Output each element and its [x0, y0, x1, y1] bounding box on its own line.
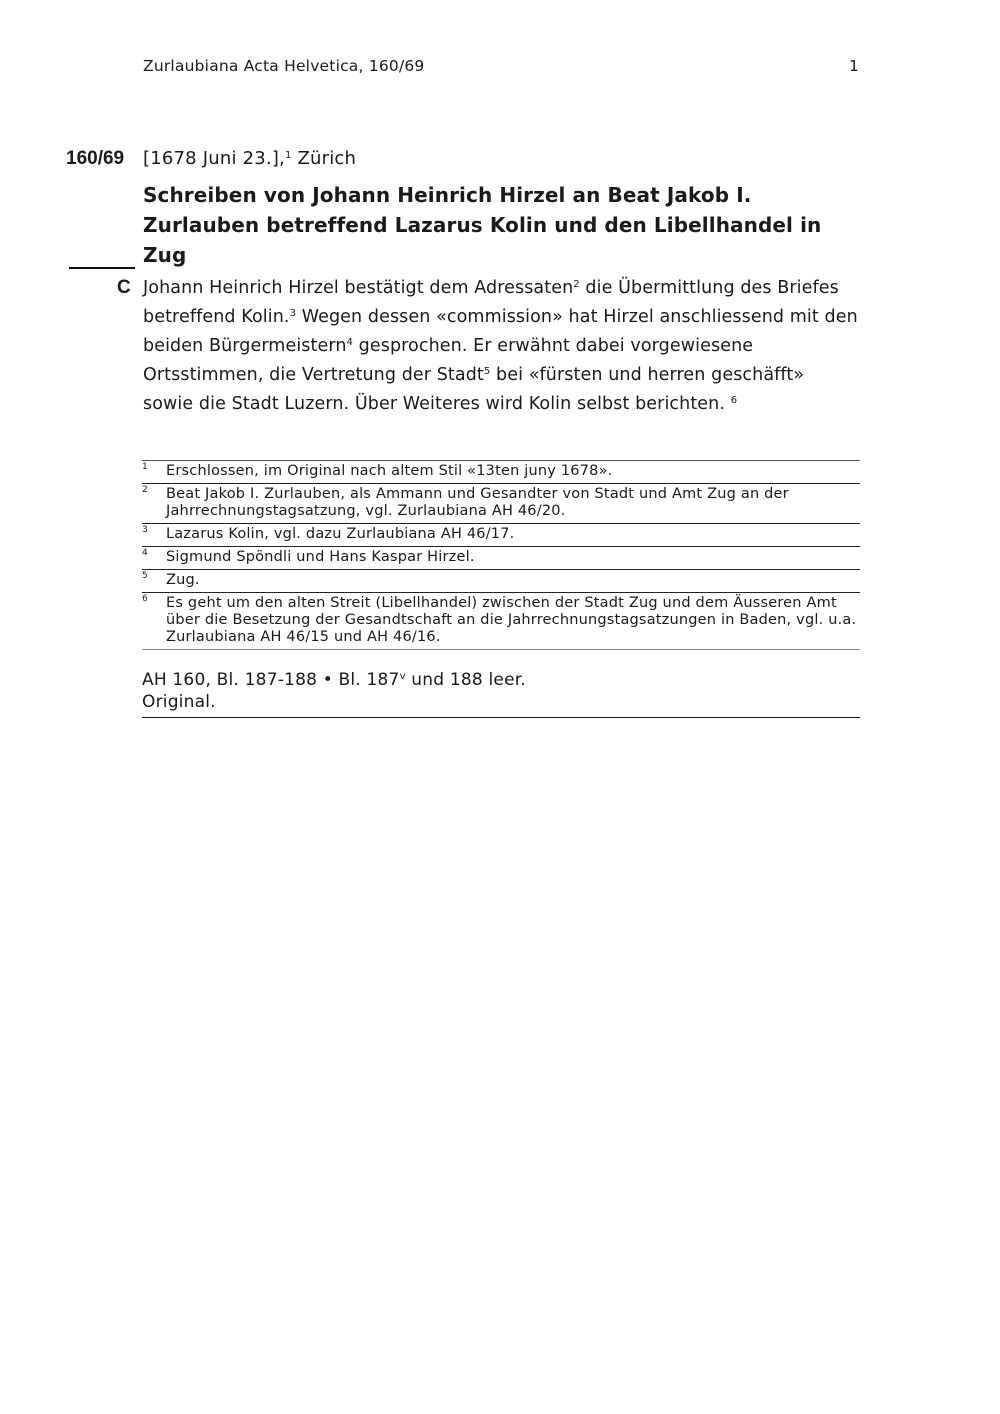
- running-header: [143, 57, 859, 79]
- summary-text: gesprochen. Er erwähnt dabei vorgewiesene Ortsstimmen, die Vertretung der Stadt: [143, 336, 754, 385]
- summary-text: Wegen dessen «commission» hat Hirzel anschliessend mit den beiden Bürgermeistern: [143, 307, 858, 356]
- source-note: und 188 leer.: [405, 670, 526, 690]
- footnote-list: [142, 460, 860, 650]
- footnote-item: [142, 547, 860, 570]
- document-number: [66, 148, 124, 170]
- footnote-number: 5: [142, 571, 148, 581]
- footnote-ref[interactable]: 6: [730, 395, 738, 406]
- footnote-number: 3: [142, 525, 148, 535]
- footnote-text: Lazarus Kolin, vgl. dazu Zurlaubiana AH 46/17.: [166, 526, 515, 542]
- footnote-ref[interactable]: 5: [483, 366, 491, 377]
- footnote-text: Beat Jakob I. Zurlauben, als Ammann und Gesandter von Stadt und Amt Zug an der Jahrrechnungstagsatzung, vgl. Zurlaubiana AH 46/20.: [166, 486, 789, 519]
- footnote-text: Sigmund Spöndli und Hans Kaspar Hirzel.: [166, 549, 475, 565]
- footnote-number: 2: [142, 485, 148, 495]
- footnote-item: [142, 593, 860, 650]
- document-place: Zürich: [297, 148, 357, 169]
- summary-text: die Übermittlung des Briefes betreffend Kolin.: [143, 278, 839, 327]
- source-description: [142, 667, 860, 718]
- document-number-main: 160: [66, 148, 98, 169]
- document-number-suffix: /69: [97, 148, 125, 169]
- footnote-text: Es geht um den alten Streit (Libellhandel) zwischen der Stadt Zug und dem Äusseren Amt über die Besetzung der Gesandtschaft an die Jahrrechnungstagsatzungen in Baden, vgl. u.a. Zurlaubiana AH 46/15 und AH 46/16.: [166, 595, 857, 645]
- footnote-ref[interactable]: 2: [573, 279, 580, 290]
- dateline: [143, 148, 356, 169]
- source-location: [142, 669, 860, 691]
- footnote-text: Erschlossen, im Original nach altem Stil «13ten juny 1678».: [166, 463, 613, 479]
- section-divider: [69, 267, 135, 269]
- footnote-text: Zug.: [166, 572, 200, 588]
- summary-marker: C: [117, 277, 131, 298]
- source-type: Original.: [142, 692, 216, 712]
- footnote-ref[interactable]: 3: [289, 308, 297, 319]
- verso-mark: v: [399, 671, 406, 682]
- footnote-ref[interactable]: 1: [284, 150, 292, 161]
- footnote-item: [142, 524, 860, 547]
- source-shelfmark: AH 160, Bl. 187-188 • Bl. 187: [142, 670, 400, 690]
- footnote-number: 1: [142, 462, 148, 472]
- summary-paragraph: [143, 274, 859, 419]
- document-title: Schreiben von Johann Heinrich Hirzel an Beat Jakob I. Zurlauben betreffend Lazarus Kolin und den Libellhandel in Zug: [143, 183, 822, 267]
- summary-text: bei «fürsten und herren geschäfft» sowie die Stadt Luzern. Über Weiteres wird Kolin selbst berichten.: [143, 365, 805, 414]
- footnote-ref[interactable]: 4: [346, 337, 353, 348]
- footnote-item: [142, 570, 860, 593]
- footnote-item: [142, 461, 860, 484]
- footnote-number: 6: [142, 594, 148, 604]
- page-number: 1: [848, 57, 859, 75]
- running-title: Zurlaubiana Acta Helvetica, 160/69: [143, 57, 425, 75]
- summary-text: Johann Heinrich Hirzel bestätigt dem Adressaten: [143, 278, 574, 298]
- footnote-number: 4: [142, 548, 148, 558]
- footnote-item: [142, 484, 860, 524]
- document-date: [1678 Juni 23.],: [143, 148, 285, 169]
